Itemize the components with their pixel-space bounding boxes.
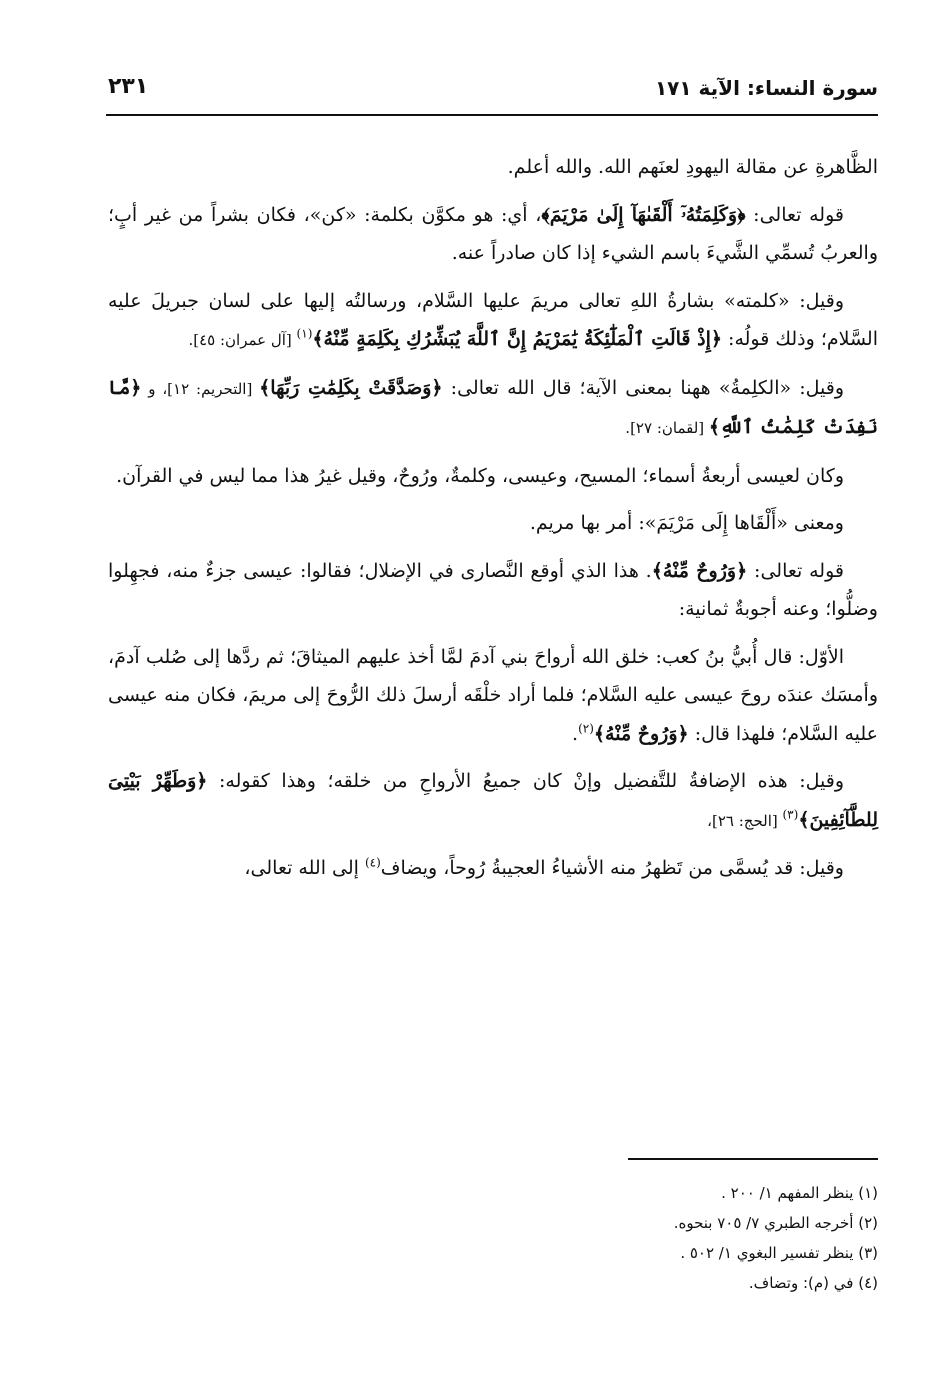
quran-verse: ﴿وَصَدَّقَتْ بِكَلِمَٰتِ رَبِّهَا﴾ [259, 376, 443, 399]
paragraph-text: ، أي: هو مكوَّن بكلمة: «كن»، فكان بشراً من غير أبٍ؛ والعربُ تُسمِّي الشَّيءَ باسم الشيء إذا كان صادراً عنه. [108, 203, 878, 264]
footnote-marker[interactable]: (٢) [578, 721, 594, 736]
quran-verse: ﴿إِذْ قَالَتِ ٱلْمَلَٰٓئِكَةُ يَٰمَرْيَمُ إِنَّ ٱللَّهَ يُبَشِّرُكِ بِكَلِمَةٍ مِّنْهُ﴾ [312, 328, 722, 350]
paragraph-text: وقيل: هذه الإضافةُ للتَّفضيل وإنْ كان جميعُ الأرواحِ من خلقه؛ وهذا كقوله: [207, 770, 844, 792]
paragraph-7 [108, 552, 878, 629]
paragraph-text: الظَّاهرةِ عن مقالة اليهودِ لعنَهم الله. والله أعلم. [507, 156, 878, 178]
paragraph-10 [108, 849, 878, 888]
paragraph-text: الأوّل: قال أُبيُّ بنُ كعب: خلق الله أرواحَ بني آدمَ لمَّا أخذ عليهم الميثاقَ؛ ثم ردَّها إلى صُلب آدمَ، وأمسَك عندَه روحَ عيسى عليه السَّلام؛ فلما أراد خلْقَه أرسلَ ذلك الرُّوحَ إلى مريمَ، فكان منه عيسى عليه السَّلام؛ فلهذا قال: [108, 645, 878, 745]
paragraph-5 [108, 457, 878, 496]
page-number: ٢٣١ [108, 74, 149, 99]
quran-verse: ﴿مَّا نَفِدَتْ كَلِمَٰتُ ٱللَّهِ﴾ [108, 376, 878, 438]
quran-verse: ﴿وَرُوحٌ مِّنْهُ﴾ [593, 722, 689, 745]
paragraph-1 [108, 148, 878, 187]
header-divider [106, 114, 878, 116]
footnote-marker[interactable]: (١) [296, 326, 313, 341]
footnotes [300, 1178, 878, 1298]
quran-verse: ﴿وَكَلِمَتُهُۥٓ أَلْقَىٰهَآ إِلَىٰ مَرْيَمَ﴾ [541, 203, 746, 226]
footnote-2: (٢) أخرجه الطبري ٧/ ٧٠٥ بنحوه. [673, 1214, 878, 1232]
paragraph-text: إلى الله تعالى، [244, 857, 365, 879]
quran-verse: ﴿وَطَهِّرْ بَيْتِىَ لِلطَّآئِفِينَ﴾ [108, 770, 878, 831]
paragraph-2 [108, 196, 878, 273]
paragraph-text: . هذا الذي أوقع النَّصارى في الإضلال؛ فقالوا: عيسى جزءٌ منه، فجهِلوا وضلُّوا؛ وعنه أجوبةٌ ثمانية: [108, 559, 878, 620]
quran-verse: ﴿وَرُوحٌ مِّنْهُ﴾ [651, 559, 748, 582]
paragraph-text: . [572, 722, 579, 745]
paragraph-text: وقيل: «كلمته» بشارةُ اللهِ تعالى مريمَ عليها السَّلام، ورسالتُه إليها على لسان جبريلَ عليه السَّلام؛ وذلك قولُه: [108, 289, 878, 350]
verse-reference: [الحج: ٢٦]، [707, 811, 783, 830]
paragraph-9 [108, 762, 878, 840]
footnote-1: (١) ينظر المفهم ١/ ٢٠٠ . [721, 1184, 878, 1202]
paragraph-text: ومعنى «أَلْقَاها إِلَى مَرْيَمَ»: أمر بها مريم. [529, 512, 844, 534]
paragraph-8 [108, 638, 878, 754]
paragraph-6 [108, 504, 878, 543]
paragraph-text: وقيل: قد يُسمَّى من تَظهرُ منه الأشياءُ العجيبةُ رُوحاً، ويضاف [380, 857, 844, 879]
verse-reference: [لقمان: ٢٧]. [625, 419, 709, 437]
paragraph-text: وكان لعيسى أربعةُ أسماء؛ المسيح، وعيسى، وكلمةٌ، ورُوحٌ، وقيل غيرُ هذا مما ليس في القرآن. [116, 464, 844, 487]
paragraph-text: وقيل: «الكلِمةُ» ههنا بمعنى الآية؛ قال الله تعالى: [442, 376, 844, 399]
paragraph-4 [108, 369, 878, 448]
paragraph-3 [108, 282, 878, 360]
footnote-marker[interactable]: (٤) [364, 855, 381, 870]
footnote-3: (٣) ينظر تفسير البغوي ١/ ٥٠٢ . [680, 1244, 878, 1262]
footnote-4: (٤) في (م): وتضاف. [748, 1274, 878, 1292]
running-title: سورة النساء: الآية ١٧١ [654, 76, 878, 100]
footnote-marker[interactable]: (٣) [782, 807, 799, 822]
main-text [108, 148, 878, 897]
paragraph-text: قوله تعالى: [745, 203, 844, 226]
paragraph-text: قوله تعالى: [747, 559, 844, 582]
verse-reference: [التحريم: ١٢]، و [141, 379, 260, 398]
footnote-divider [628, 1158, 878, 1160]
verse-reference: [آل عمران: ٤٥]. [188, 331, 297, 349]
page-header [108, 76, 878, 116]
